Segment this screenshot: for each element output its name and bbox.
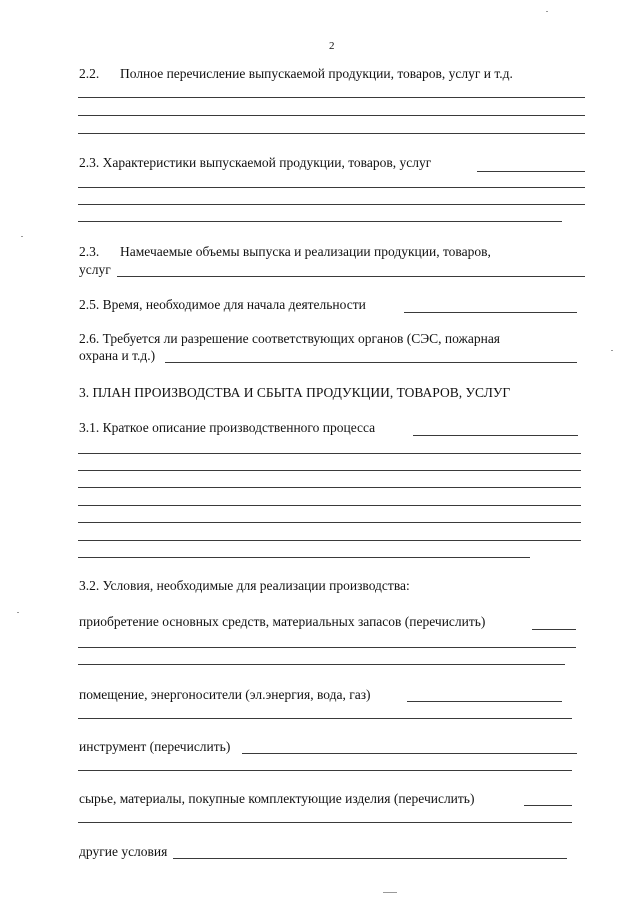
fill-line — [78, 487, 581, 488]
section-2-3b-number: 2.3. — [79, 244, 100, 259]
scan-speck — [17, 612, 19, 613]
section-2-6-line-1: 2.6. Требуется ли разрешение соответствующих органов (СЭС, пожарная — [79, 331, 501, 346]
scan-speck — [611, 350, 613, 351]
fill-line — [524, 805, 572, 806]
fill-line — [404, 312, 577, 313]
fill-line — [78, 221, 562, 222]
condition-tools-label: инструмент (перечислить) — [79, 739, 231, 754]
fill-line — [78, 505, 581, 506]
fill-line — [78, 470, 581, 471]
section-2-2-heading: Полное перечисление выпускаемой продукции, товаров, услуг и т.д. — [120, 66, 513, 81]
fill-line — [78, 540, 581, 541]
scan-speck — [383, 892, 397, 893]
fill-line — [78, 115, 585, 116]
fill-line — [165, 362, 577, 363]
scan-speck — [546, 11, 548, 12]
fill-line — [78, 453, 581, 454]
fill-line — [477, 171, 585, 172]
fill-line — [117, 276, 585, 277]
fill-line — [173, 858, 567, 859]
condition-materials-label: сырье, материалы, покупные комплектующие изделия (перечислить) — [79, 791, 475, 806]
section-2-6-line-2: охрана и т.д.) — [79, 348, 156, 363]
fill-line — [78, 718, 572, 719]
page-number: 2 — [329, 40, 335, 52]
fill-line — [407, 701, 562, 702]
section-2-2-number: 2.2. — [79, 66, 100, 81]
fill-line — [78, 647, 576, 648]
fill-line — [532, 629, 576, 630]
fill-line — [78, 522, 581, 523]
section-2-3b-continuation: услуг — [79, 262, 111, 277]
fill-line — [78, 133, 585, 134]
fill-line — [78, 557, 530, 558]
fill-line — [78, 204, 585, 205]
condition-premises-label: помещение, энергоносители (эл.энергия, вода, газ) — [79, 687, 371, 702]
fill-line — [78, 664, 565, 665]
fill-line — [78, 97, 585, 98]
scan-speck — [21, 236, 23, 237]
section-3-2-heading: 3.2. Условия, необходимые для реализации производства: — [79, 578, 410, 593]
fill-line — [78, 187, 585, 188]
section-2-3-heading: 2.3. Характеристики выпускаемой продукции, товаров, услуг — [79, 155, 432, 170]
condition-other-label: другие условия — [79, 844, 168, 859]
section-3-1-heading: 3.1. Краткое описание производственного процесса — [79, 420, 376, 435]
section-2-5-heading: 2.5. Время, необходимое для начала деятельности — [79, 297, 366, 312]
fill-line — [78, 770, 572, 771]
section-3-title: 3. ПЛАН ПРОИЗВОДСТВА И СБЫТА ПРОДУКЦИИ, ТОВАРОВ, УСЛУГ — [79, 385, 511, 400]
condition-fixed-assets-label: приобретение основных средств, материальных запасов (перечислить) — [79, 614, 486, 629]
fill-line — [78, 822, 572, 823]
fill-line — [413, 435, 578, 436]
section-2-3b-heading: Намечаемые объемы выпуска и реализации продукции, товаров, — [120, 244, 491, 259]
fill-line — [242, 753, 577, 754]
